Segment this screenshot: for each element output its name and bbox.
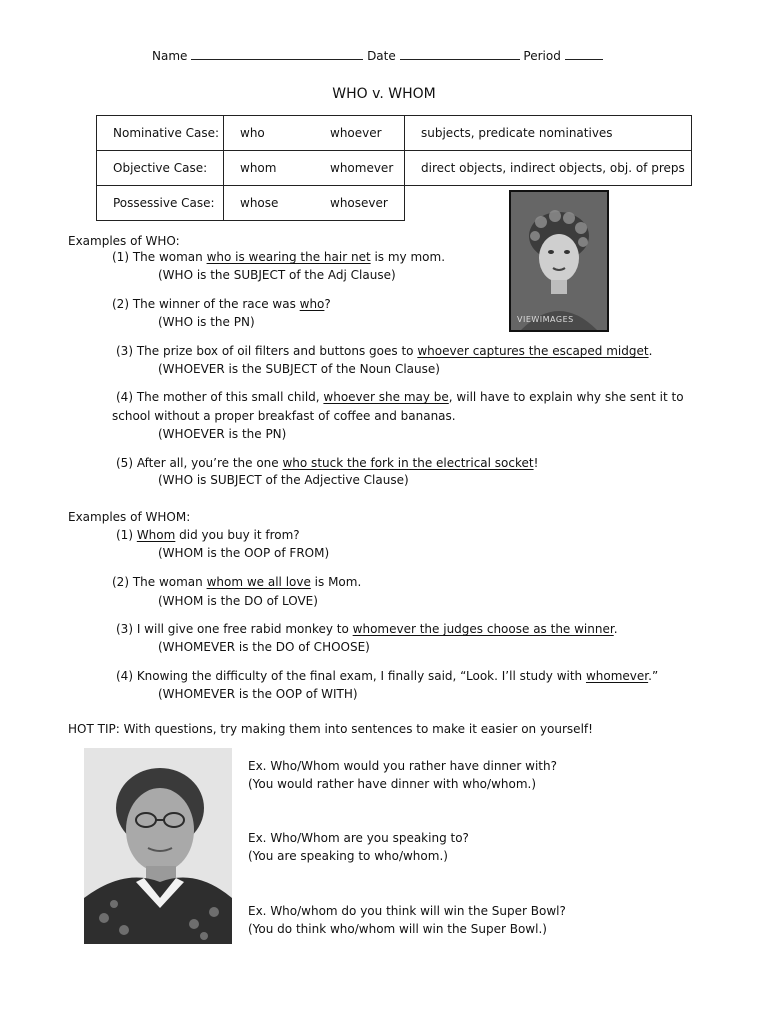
- ever-form-text: whoever: [330, 126, 382, 140]
- who-heading: Examples of WHO:: [68, 234, 180, 248]
- date-label: Date: [367, 49, 396, 63]
- example-text: (3) I will give one free rabid monkey to: [116, 622, 353, 636]
- tip-answer-2: (You are speaking to who/whom.): [248, 849, 448, 863]
- ever-form-text: whosever: [330, 196, 388, 210]
- date-blank[interactable]: [400, 47, 520, 60]
- tip-question-2: Ex. Who/Whom are you speaking to?: [248, 831, 469, 845]
- case-label: Possessive Case:: [97, 186, 224, 221]
- case-use: direct objects, indirect objects, obj. of preps: [405, 151, 692, 186]
- example-underlined: who: [299, 297, 325, 311]
- example-text: (5) After all, you’re the one: [116, 456, 283, 470]
- period-label: Period: [523, 49, 561, 63]
- tip-question-3: Ex. Who/whom do you think will win the Super Bowl?: [248, 904, 566, 918]
- example-text: (2) The winner of the race was: [112, 297, 300, 311]
- tip-answer-3: (You do think who/whom will win the Super Bowl.): [248, 922, 547, 936]
- whom-example-4: [116, 669, 658, 683]
- tip-answer-1: (You would rather have dinner with who/whom.): [248, 777, 537, 791]
- example-underlined: whoever she may be: [323, 390, 449, 404]
- who-note-1: (WHO is the SUBJECT of the Adj Clause): [158, 268, 396, 282]
- case-use: subjects, predicate nominatives: [405, 116, 692, 151]
- pronoun-form: [224, 151, 405, 186]
- example-text: .: [613, 622, 618, 636]
- example-underlined: Whom: [136, 528, 176, 542]
- who-example-2: [112, 297, 331, 311]
- example-underlined: whom we all love: [206, 575, 311, 589]
- example-text: (4) The mother of this small child,: [116, 390, 324, 404]
- example-text: is Mom.: [310, 575, 362, 589]
- whom-example-2: [112, 575, 361, 589]
- example-underlined: whomever: [585, 669, 649, 683]
- example-text: (3) The prize box of oil filters and buttons goes to: [116, 344, 418, 358]
- example-text: (1): [116, 528, 137, 542]
- example-text: (1) The woman: [112, 250, 207, 264]
- who-example-4: [116, 390, 684, 404]
- header-row: [152, 47, 603, 63]
- case-label: Objective Case:: [97, 151, 224, 186]
- example-underlined: who stuck the fork in the electrical socket: [282, 456, 534, 470]
- name-blank[interactable]: [191, 47, 363, 60]
- example-text: .: [648, 344, 653, 358]
- table-row: [97, 116, 692, 151]
- name-label: Name: [152, 49, 188, 63]
- form-text: whom: [240, 161, 277, 175]
- who-note-3: (WHOEVER is the SUBJECT of the Noun Clause): [158, 362, 440, 376]
- period-blank[interactable]: [565, 47, 603, 60]
- table-row: [97, 151, 692, 186]
- example-text: !: [533, 456, 539, 470]
- who-example-1: [112, 250, 445, 264]
- example-text: , will have to explain why she sent it to: [448, 390, 684, 404]
- example-underlined: whomever the judges choose as the winner: [352, 622, 614, 636]
- hair-net-photo: [509, 190, 609, 332]
- who-example-5: [116, 456, 538, 470]
- page-title: WHO v. WHOM: [332, 86, 436, 102]
- whom-note-3: (WHOMEVER is the DO of CHOOSE): [158, 640, 370, 654]
- whom-note-1: (WHOM is the OOP of FROM): [158, 546, 330, 560]
- whom-example-1: [116, 528, 300, 542]
- who-note-5: (WHO is SUBJECT of the Adjective Clause): [158, 473, 409, 487]
- case-label: Nominative Case:: [97, 116, 224, 151]
- example-text: .”: [648, 669, 659, 683]
- example-text: did you buy it from?: [175, 528, 300, 542]
- example-text: is my mom.: [370, 250, 446, 264]
- who-note-2: (WHO is the PN): [158, 315, 255, 329]
- example-text: (2) The woman: [112, 575, 207, 589]
- tip-question-1: Ex. Who/Whom would you rather have dinner with?: [248, 759, 557, 773]
- example-underlined: who is wearing the hair net: [206, 250, 371, 264]
- pronoun-form: [224, 186, 405, 221]
- whom-note-2: (WHOM is the DO of LOVE): [158, 594, 318, 608]
- example-text: ?: [324, 297, 331, 311]
- who-note-4: (WHOEVER is the PN): [158, 427, 287, 441]
- whom-heading: Examples of WHOM:: [68, 510, 191, 524]
- who-example-4-line2: school without a proper breakfast of coffee and bananas.: [112, 409, 456, 423]
- woman-glasses-photo: [84, 748, 232, 944]
- example-text: (4) Knowing the difficulty of the final exam, I finally said, “Look. I’ll study with: [116, 669, 586, 683]
- form-text: who: [240, 126, 265, 140]
- ever-form-text: whomever: [330, 161, 394, 175]
- pronoun-form: [224, 116, 405, 151]
- example-underlined: whoever captures the escaped midget: [417, 344, 649, 358]
- who-example-3: [116, 344, 652, 358]
- hot-tip: HOT TIP: With questions, try making them into sentences to make it easier on yourself!: [68, 722, 593, 736]
- whom-example-3: [116, 622, 618, 636]
- whom-note-4: (WHOMEVER is the OOP of WITH): [158, 687, 358, 701]
- photo-watermark: VIEWIMAGES: [517, 315, 574, 324]
- form-text: whose: [240, 196, 279, 210]
